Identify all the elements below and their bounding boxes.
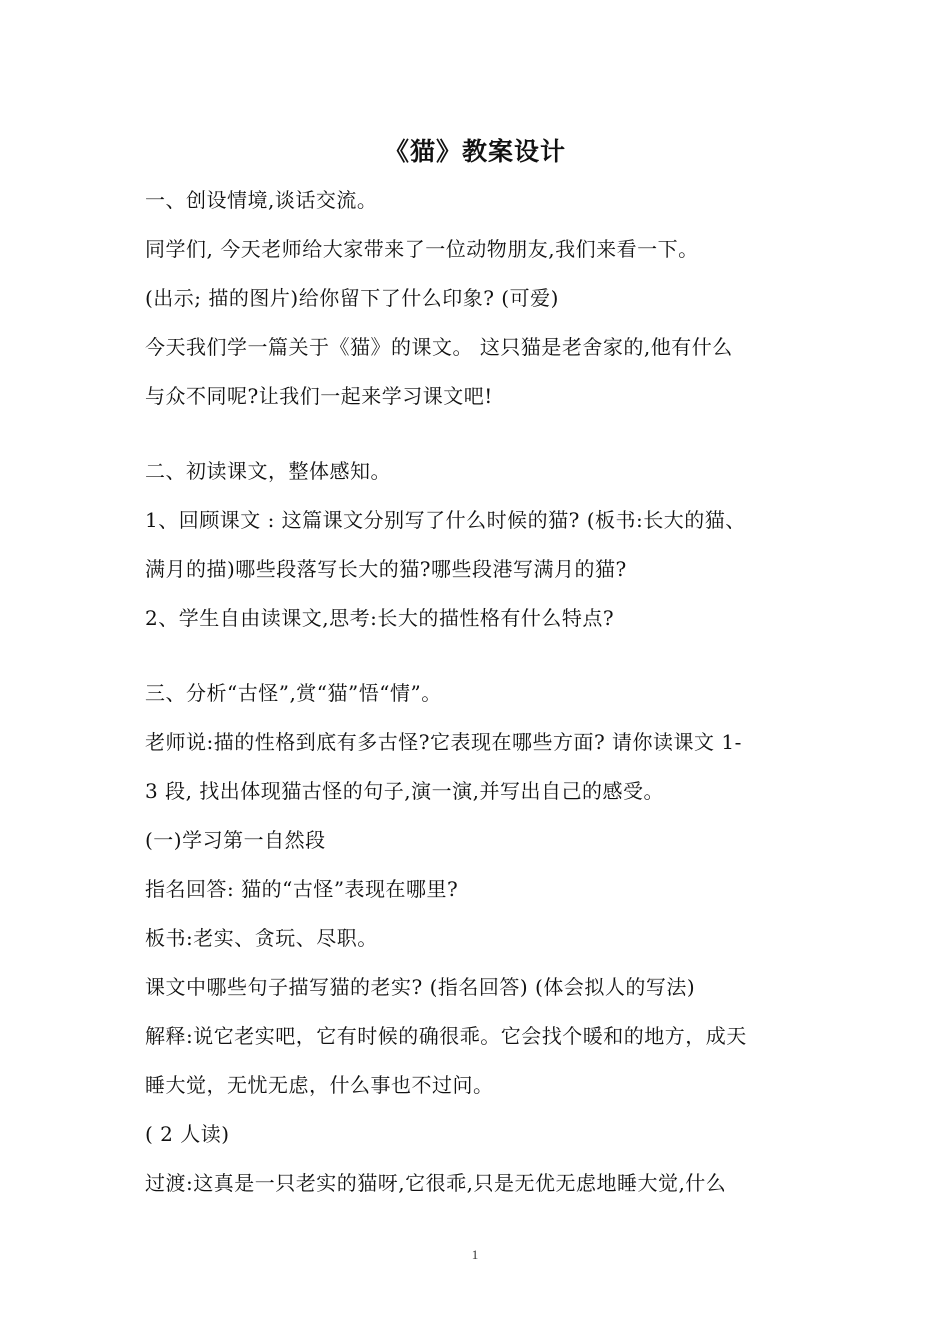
page-number: 1 (471, 1247, 479, 1262)
paragraph-line: 2、学生自由读课文,思考:长大的描性格有什么特点? (145, 606, 615, 630)
paragraph-line: 同学们, 今天老师给大家带来了一位动物朋友,我们来看一下。 (145, 237, 699, 261)
paragraph-line: 3 段, 找出体现猫古怪的句子,演一演,并写出自己的感受。 (145, 779, 665, 803)
document-title: 《猫》教案设计 (383, 137, 566, 166)
paragraph-line: 与众不同呢?让我们一起来学习课文吧! (145, 384, 493, 408)
paragraph-line: 解释:说它老实吧，它有时候的确很乖。它会找个暖和的地方，成天 (145, 1024, 747, 1048)
paragraph-line: (出示; 描的图片)给你留下了什么印象? (可爱) (145, 286, 559, 310)
paragraph-line: 老师说:描的性格到底有多古怪?它表现在哪些方面? 请你读课文 1- (145, 730, 742, 754)
section-heading: 三、分析“古怪”,赏“猫”悟“情”。 (145, 681, 442, 705)
section-heading: 二、初读课文，整体感知。 (145, 459, 391, 483)
paragraph-line: 1、回顾课文 : 这篇课文分别写了什么时候的猫? (板书:长大的猫、 (145, 508, 746, 532)
subsection-heading: (一)学习第一自然段 (145, 828, 326, 852)
document-body (145, 181, 815, 1213)
paragraph-line: 过渡:这真是一只老实的猫呀,它很乖,只是无优无虑地睡大觉,什么 (145, 1171, 727, 1195)
paragraph-gap (145, 648, 815, 674)
paragraph-gap (145, 426, 815, 452)
paragraph-line: 满月的描)哪些段落写长大的猫?哪些段港写满月的猫? (145, 557, 627, 581)
paragraph-line: ( 2 人读) (145, 1122, 230, 1146)
paragraph-line: 睡大觉，无忧无虑，什么事也不过问。 (145, 1073, 494, 1097)
paragraph-line: 课文中哪些句子描写猫的老实? (指名回答) (体会拟人的写法) (145, 975, 696, 999)
paragraph-line: 板书:老实、贪玩、尽职。 (145, 926, 378, 950)
paragraph-line: 今天我们学一篇关于《猫》的课文。 这只猫是老舍家的,他有什么 (145, 335, 733, 359)
paragraph-line: 一、创设情境,谈话交流。 (145, 188, 378, 212)
paragraph-line: 指名回答: 猫的“古怪”表现在哪里? (145, 877, 459, 901)
